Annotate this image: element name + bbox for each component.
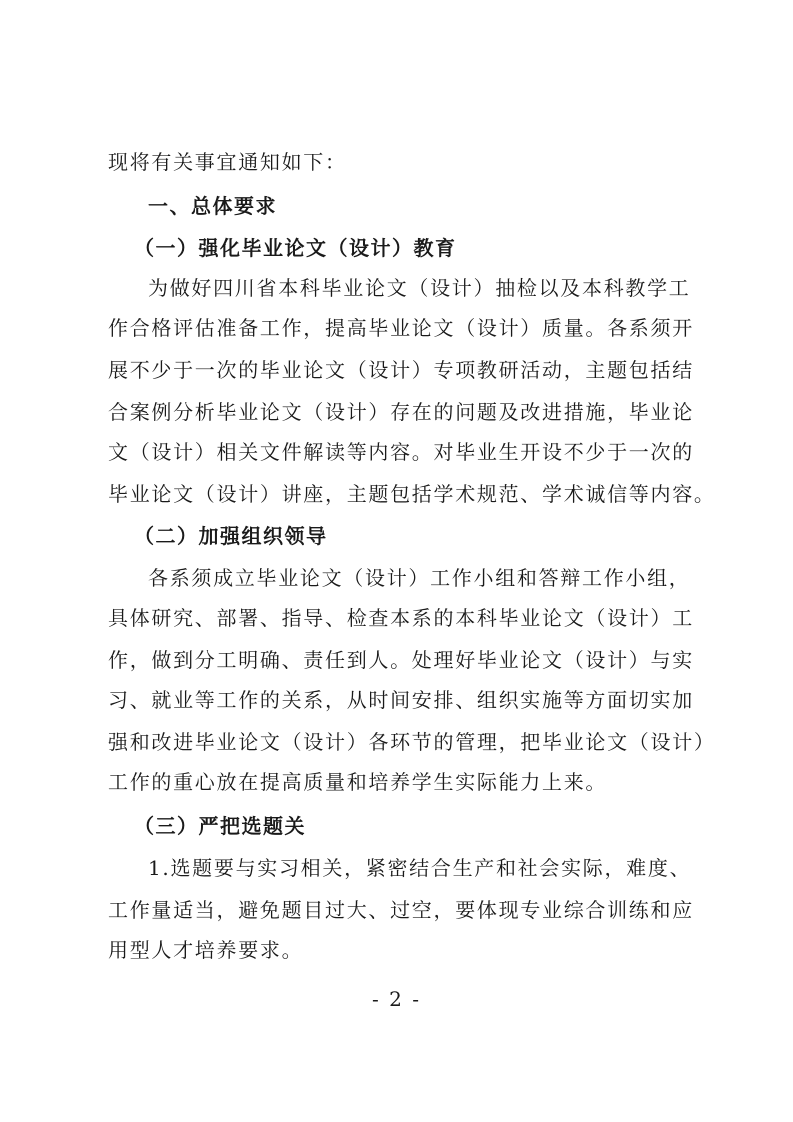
paragraph-line: 用型人才培养要求。	[108, 938, 304, 962]
paragraph-line: 为做好四川省本科毕业论文（设计）抽检以及本科教学工	[148, 276, 691, 300]
paragraph-line: 1.选题要与实习相关，紧密结合生产和社会实际，难度、	[148, 856, 692, 880]
subsection-heading-3: （三）严把选题关	[134, 814, 306, 838]
intro-paragraph: 现将有关事宜通知如下：	[108, 150, 347, 174]
subsection-heading-1: （一）强化毕业论文（设计）教育	[134, 236, 457, 260]
paragraph-line: 强和改进毕业论文（设计）各环节的管理，把毕业论文（设计）	[108, 730, 716, 754]
paragraph-line: 作合格评估准备工作，提高毕业论文（设计）质量。各系须开	[108, 316, 694, 340]
section-heading-overall-requirements: 一、总体要求	[148, 194, 277, 218]
paragraph-line: 工作的重心放在提高质量和培养学生实际能力上来。	[108, 770, 608, 794]
paragraph-line: 展不少于一次的毕业论文（设计）专项教研活动，主题包括结	[108, 358, 694, 382]
paragraph-line: 作，做到分工明确、责任到人。处理好毕业论文（设计）与实	[108, 648, 694, 672]
paragraph-line: 具体研究、部署、指导、检查本系的本科毕业论文（设计）工	[108, 606, 694, 630]
page-number: - 2 -	[372, 987, 421, 1011]
paragraph-line: 毕业论文（设计）讲座，主题包括学术规范、学术诚信等内容。	[108, 482, 716, 506]
paragraph-line: 各系须成立毕业论文（设计）工作小组和答辩工作小组，	[148, 566, 691, 590]
paragraph-line: 合案例分析毕业论文（设计）存在的问题及改进措施，毕业论	[108, 400, 694, 424]
paragraph-line: 文（设计）相关文件解读等内容。对毕业生开设不少于一次的	[108, 440, 694, 464]
subsection-heading-2: （二）加强组织领导	[134, 524, 328, 548]
paragraph-line: 习、就业等工作的关系，从时间安排、组织实施等方面切实加	[108, 688, 694, 712]
paragraph-line: 工作量适当，避免题目过大、过空，要体现专业综合训练和应	[108, 898, 694, 922]
